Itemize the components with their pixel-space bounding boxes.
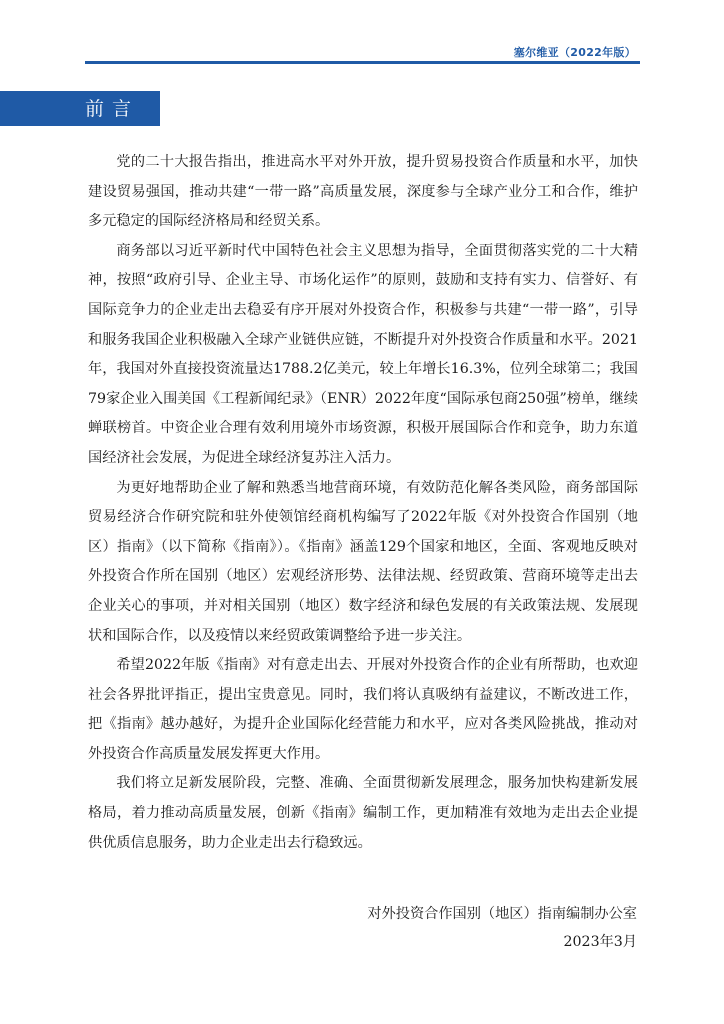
paragraph-1: 党的二十大报告指出，推进高水平对外开放，提升贸易投资合作质量和水平，加快建设贸易强国，推动共建“一带一路”高质量发展，深度参与全球产业分工和合作，维护多元稳定的国际经济格局和经贸关系。 [88,154,638,230]
paragraph-3: 为更好地帮助企业了解和熟悉当地营商环境，有效防范化解各类风险，商务部国际贸易经济合作研究院和驻外使领馆经商机构编写了2022年版《对外投资合作国别（地区）指南》（以下简称《指南》）。《指南》涵盖129个国家和地区，全面、客观地反映对外投资合作所在国别（地区）宏观经济形势、法律法规、经贸政策、营商环境等走出去企业关心的事项，并对相关国别（地区）数字经济和绿色发展的有关政策法规、发展现状和国际合作，以及疫情以来经贸政策调整给予进一步关注。 [88,479,638,644]
paragraph-2: 商务部以习近平新时代中国特色社会主义思想为指导，全面贯彻落实党的二十大精神，按照“政府引导、企业主导、市场化运作”的原则，鼓励和支持有实力、信誉好、有国际竞争力的企业走出去稳妥有序开展对外投资合作，积极参与共建“一带一路”，引导和服务我国企业积极融入全球产业链供应链，不断提升对外投资合作质量和水平。2021年，我国对外直接投资流量达1788.2亿美元，较上年增长16.3%，位列全球第二；我国79家企业入围美国《工程新闻纪录》（ENR）2022年度“国际承包商250强”榜单，继续蝉联榜首。中资企业合理有效利用境外市场资源，积极开展国际合作和竞争，助力东道国经济社会发展，为促进全球经济复苏注入活力。 [88,242,638,466]
signature-organization: 对外投资合作国别（地区）指南编制办公室 [367,906,637,922]
header-divider [85,61,640,64]
signature-date: 2023年3月 [563,934,637,950]
section-title: 前言 [85,98,140,120]
paragraph-5: 我们将立足新发展阶段，完整、准确、全面贯彻新发展理念，服务加快构建新发展格局，着力推动高质量发展，创新《指南》编制工作，更加精准有效地为走出去企业提供优质信息服务，助力企业走出去行稳致远。 [88,775,638,851]
preface-body [88,148,638,858]
running-header-title: 塞尔维亚（2022年版） [513,46,636,59]
paragraph-4: 希望2022年版《指南》对有意走出去、开展对外投资合作的企业有所帮助，也欢迎社会各界批评指正，提出宝贵意见。同时，我们将认真吸纳有益建议，不断改进工作，把《指南》越办越好，为提升企业国际化经营能力和水平，应对各类风险挑战，推动对外投资合作高质量发展发挥更大作用。 [88,657,638,762]
signature-block [367,900,637,956]
